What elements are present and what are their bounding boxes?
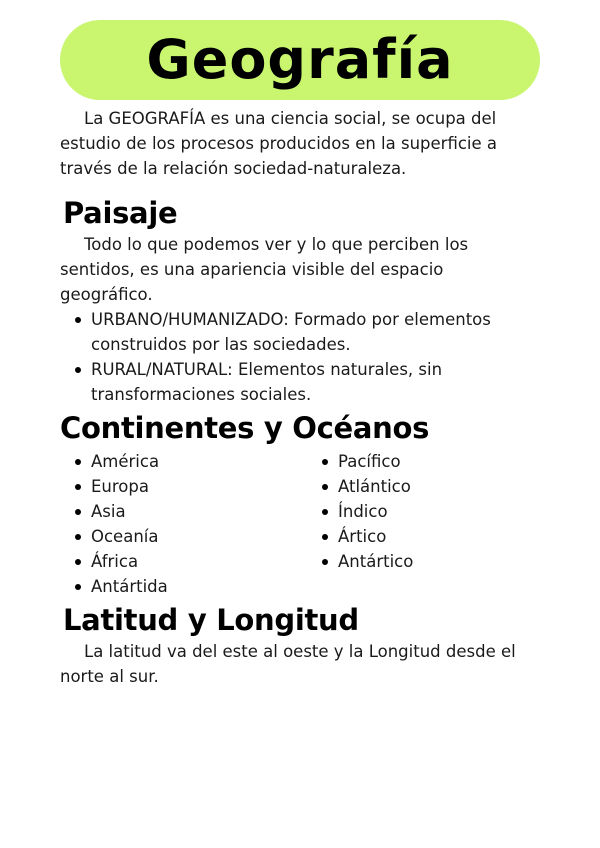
list-item: América	[60, 449, 307, 474]
list-item: Europa	[60, 474, 307, 499]
list-item: Asia	[60, 499, 307, 524]
worksheet-page	[60, 20, 540, 689]
list-item: Atlántico	[307, 474, 540, 499]
list-item-rural: RURAL/NATURAL: Elementos naturales, sin transformaciones sociales.	[60, 357, 540, 407]
paisaje-types-list	[60, 307, 540, 407]
latitud-longitud-paragraph: La latitud va del este al oeste y la Longitud desde el norte al sur.	[60, 642, 516, 686]
oceanos-list	[307, 449, 540, 599]
section-heading-latitud-longitud: Latitud y Longitud	[63, 603, 359, 637]
section-heading-continentes-oceanos: Continentes y Océanos	[60, 411, 430, 445]
list-item: Ártico	[307, 524, 540, 549]
list-item: Pacífico	[307, 449, 540, 474]
intro-paragraph: La GEOGRAFÍA es una ciencia social, se ocupa del estudio de los procesos producidos en la superficie a través de la relación sociedad-naturaleza.	[60, 109, 498, 178]
continentes-oceanos-columns	[60, 449, 540, 599]
list-item: África	[60, 549, 307, 574]
page-title: Geografía	[146, 28, 454, 91]
list-item: Antártico	[307, 549, 540, 574]
list-item: Índico	[307, 499, 540, 524]
section-heading-paisaje: Paisaje	[63, 196, 178, 230]
list-item: Antártida	[60, 574, 307, 599]
paisaje-paragraph: Todo lo que podemos ver y lo que perciben los sentidos, es una apariencia visible del espacio geográfico.	[60, 235, 469, 304]
list-item: Oceanía	[60, 524, 307, 549]
continentes-list	[60, 449, 307, 599]
title-banner	[60, 20, 540, 100]
list-item-urbano: URBANO/HUMANIZADO: Formado por elementos construidos por las sociedades.	[60, 307, 540, 357]
